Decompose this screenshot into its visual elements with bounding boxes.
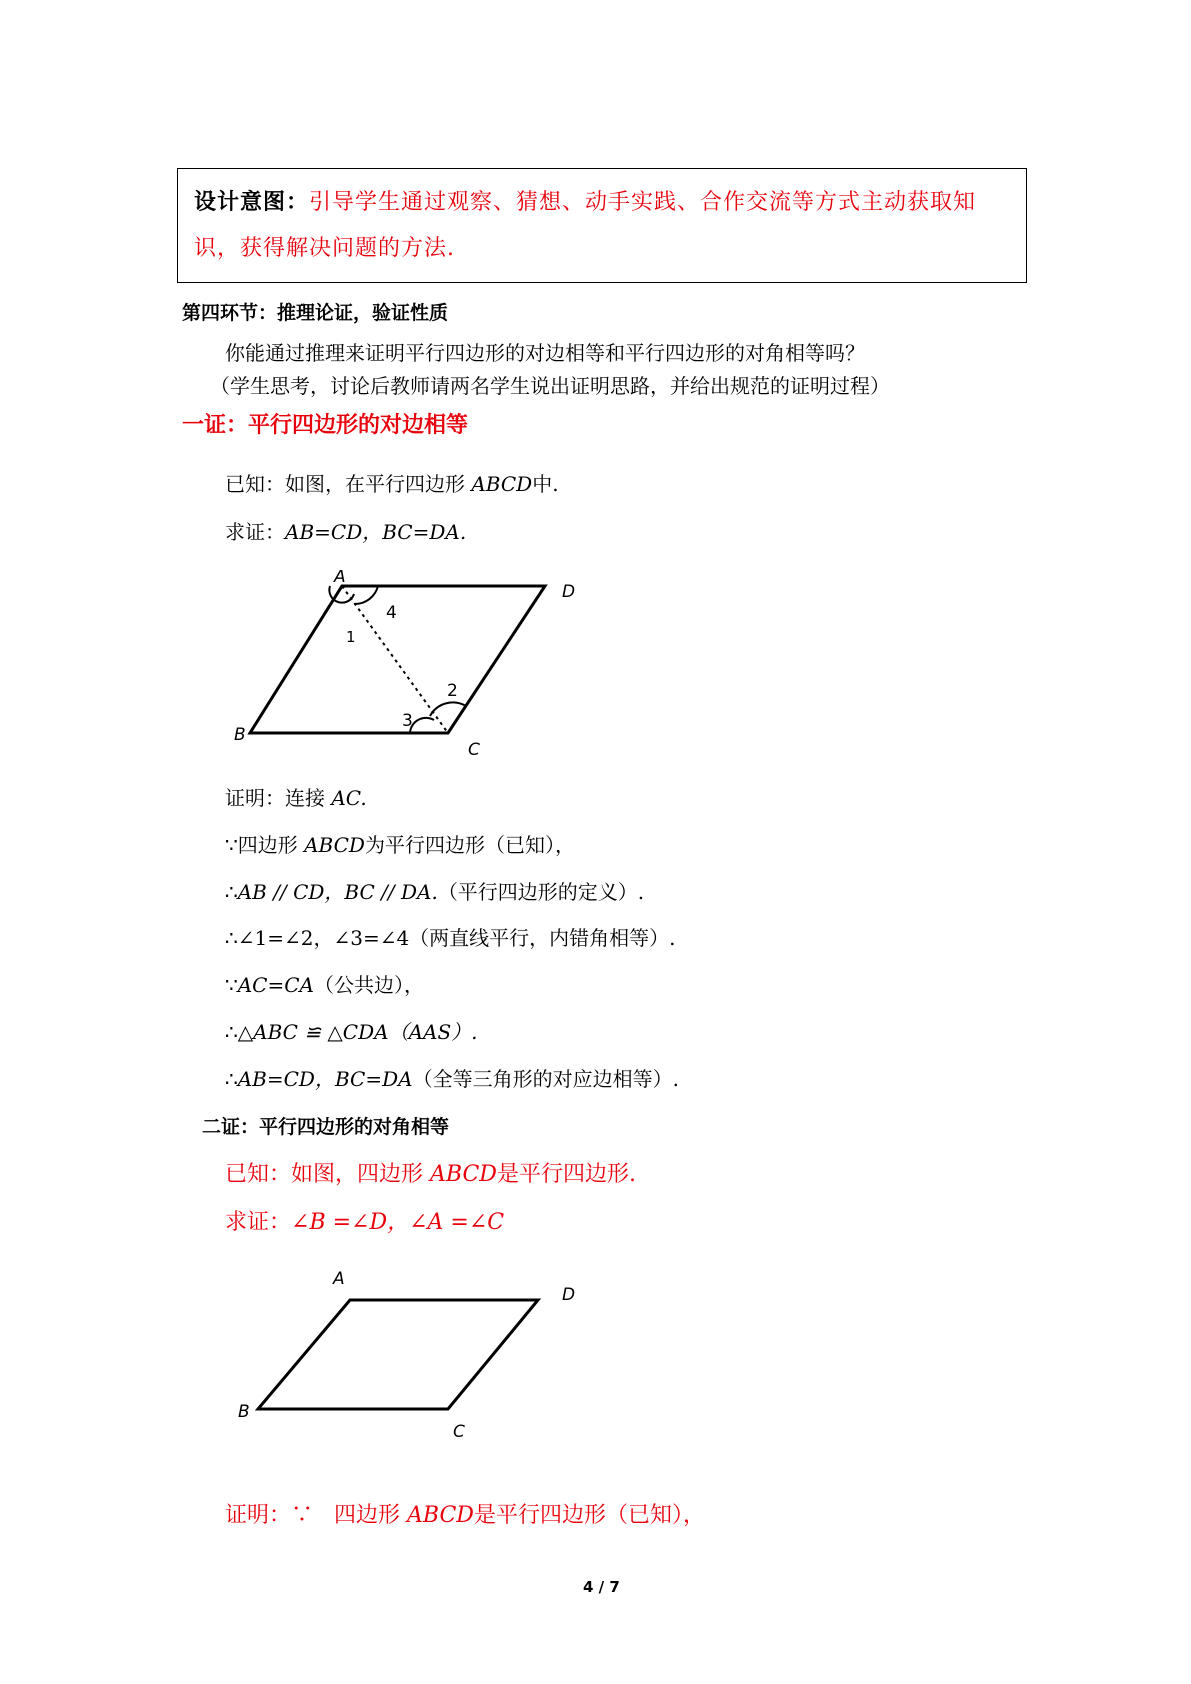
proof1-step-6 xyxy=(225,1016,478,1045)
parallelogram-figure-1 xyxy=(230,570,590,765)
vertex-label-b: B xyxy=(234,725,246,745)
step-text: 证明：连接 xyxy=(225,786,332,810)
proof1-step-3 xyxy=(225,876,644,905)
proof2-prove xyxy=(225,1205,504,1236)
step-italic: ABCD xyxy=(304,833,365,857)
vertex-label-a: A xyxy=(334,570,346,587)
vertex-label-a: A xyxy=(333,1269,345,1289)
proof1-title: 一证：平行四边形的对边相等 xyxy=(182,413,469,438)
proof1-known-abcd: ABCD xyxy=(471,472,533,496)
step-text: 四边形 xyxy=(237,833,305,857)
angle-label-1: 1 xyxy=(346,628,356,646)
proof2-known-prefix: 已知：如图，四边形 xyxy=(225,1162,430,1187)
proof1-step-1 xyxy=(225,782,367,811)
vertex-label-c: C xyxy=(453,1422,465,1442)
proof1-prove-text: AB=CD，BC=DA. xyxy=(285,520,467,544)
proof1-prove xyxy=(225,516,466,545)
parallelogram-abcd-1 xyxy=(250,586,545,733)
proof2-proof-abcd: ABCD xyxy=(407,1503,474,1528)
angle-label-3: 3 xyxy=(402,711,413,731)
intent-text-2: 识，获得解决问题的方法. xyxy=(194,236,455,261)
intent-line-1 xyxy=(194,185,976,216)
parallelogram-figure-2 xyxy=(230,1262,590,1442)
therefore-symbol: ∴ xyxy=(225,1020,238,1044)
step-italic: AC. xyxy=(331,786,367,810)
step-italic: AB // CD，BC // DA. xyxy=(237,880,438,904)
vertex-label-d: D xyxy=(562,582,576,602)
proof2-known-abcd: ABCD xyxy=(430,1162,497,1187)
proof2-proof-prefix: 证明：∵ xyxy=(225,1503,314,1528)
proof2-prove-text: ∠B =∠D，∠A =∠C xyxy=(291,1210,505,1235)
section-title: 第四环节：推理论证，验证性质 xyxy=(182,302,449,324)
therefore-symbol: ∴ xyxy=(225,880,238,904)
angle-arc-3 xyxy=(410,718,434,733)
question-text: 你能通过推理来证明平行四边形的对边相等和平行四边形的对角相等吗？ xyxy=(225,341,865,365)
step-tail: （公共边）， xyxy=(313,973,424,997)
vertex-label-d: D xyxy=(562,1285,576,1305)
proof2-known xyxy=(225,1157,636,1188)
vertex-label-b: B xyxy=(238,1402,250,1422)
therefore-symbol: ∴ xyxy=(225,926,238,950)
proof1-step-5 xyxy=(225,969,424,998)
angle-label-4: 4 xyxy=(386,603,397,623)
proof1-prove-prefix: 求证： xyxy=(225,520,285,544)
step-italic: AB=CD，BC=DA xyxy=(237,1067,413,1091)
proof1-known xyxy=(225,468,559,497)
because-symbol: ∵ xyxy=(225,973,238,997)
proof1-step-2 xyxy=(225,829,575,858)
proof2-known-suffix: 是平行四边形. xyxy=(496,1162,636,1187)
parallelogram-abcd-2 xyxy=(258,1300,538,1409)
step-text: ∠1=∠2，∠3=∠4（两直线平行，内错角相等）. xyxy=(237,926,676,950)
note-text: （学生思考，讨论后教师请两名学生说出证明思路，并给出规范的证明过程） xyxy=(210,374,890,398)
step-tail: （平行四边形的定义）. xyxy=(437,880,645,904)
angle-arc-4 xyxy=(355,586,378,604)
step-text: △ xyxy=(237,1020,254,1044)
proof2-title: 二证：平行四边形的对角相等 xyxy=(202,1116,450,1138)
proof2-prove-prefix: 求证： xyxy=(225,1210,292,1235)
because-symbol: ∵ xyxy=(225,833,238,857)
proof2-proof-start xyxy=(225,1498,705,1529)
proof1-known-suffix: 中. xyxy=(532,472,559,496)
step-italic: AC=CA xyxy=(237,973,314,997)
intent-text-1: 引导学生通过观察、猜想、动手实践、合作交流等方式主动获取知 xyxy=(309,190,977,215)
therefore-symbol: ∴ xyxy=(225,1067,238,1091)
proof2-proof-suffix: 是平行四边形（已知）， xyxy=(473,1503,705,1528)
intent-label: 设计意图： xyxy=(194,190,310,215)
proof1-step-4 xyxy=(225,922,676,951)
proof1-known-prefix: 已知：如图，在平行四边形 xyxy=(225,472,472,496)
design-intent-box xyxy=(177,168,1027,283)
step-tail: （全等三角形的对应边相等）. xyxy=(412,1067,679,1091)
proof1-step-7 xyxy=(225,1063,679,1092)
vertex-label-c: C xyxy=(468,740,480,760)
step-tail: 为平行四边形（已知）， xyxy=(364,833,575,857)
proof2-proof-text: 四边形 xyxy=(334,1503,407,1528)
angle-label-2: 2 xyxy=(447,681,458,701)
step-italic: ABC ≌ △CDA（AAS）. xyxy=(253,1020,478,1044)
page-number: 4 / 7 xyxy=(583,1578,620,1596)
